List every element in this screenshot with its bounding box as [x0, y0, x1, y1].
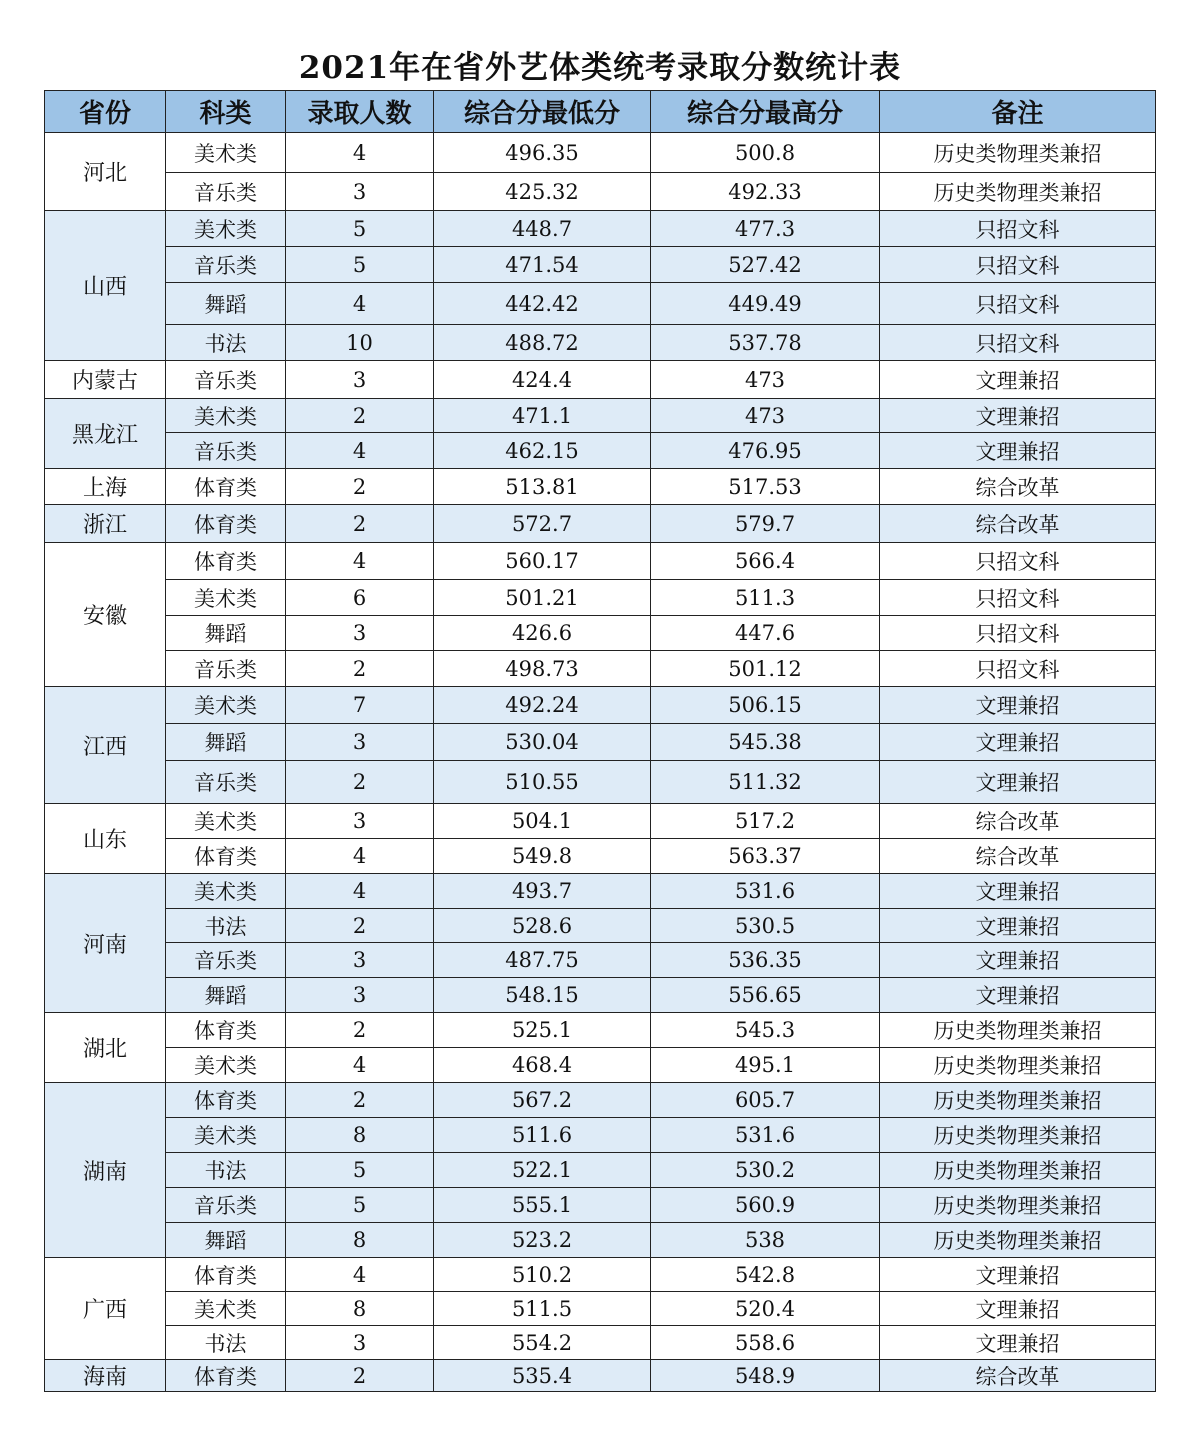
- cell-min-score: 442.42: [434, 283, 651, 325]
- cell-max-score: 545.3: [651, 1013, 880, 1048]
- cell-admitted-count: 2: [286, 651, 434, 687]
- cell-admitted-count: 2: [286, 1360, 434, 1392]
- table-row: [45, 1153, 1156, 1188]
- table-row: [45, 943, 1156, 978]
- header-province: 省份: [45, 91, 166, 133]
- cell-min-score: 572.7: [434, 505, 651, 543]
- cell-province: 海南: [45, 1360, 166, 1392]
- cell-max-score: 545.38: [651, 724, 880, 761]
- cell-category: 美术类: [166, 1292, 286, 1326]
- cell-category: 体育类: [166, 505, 286, 543]
- cell-remarks: 文理兼招: [880, 433, 1156, 469]
- cell-category: 音乐类: [166, 943, 286, 978]
- cell-min-score: 496.35: [434, 133, 651, 173]
- cell-category: 音乐类: [166, 433, 286, 469]
- cell-province: 山西: [45, 211, 166, 361]
- cell-category: 美术类: [166, 580, 286, 616]
- cell-remarks: 文理兼招: [880, 909, 1156, 943]
- cell-max-score: 517.53: [651, 469, 880, 505]
- header-min-score: 综合分最低分: [434, 91, 651, 133]
- table-row: [45, 1188, 1156, 1223]
- cell-max-score: 492.33: [651, 173, 880, 211]
- cell-remarks: 只招文科: [880, 580, 1156, 616]
- cell-remarks: 只招文科: [880, 211, 1156, 247]
- cell-remarks: 历史类物理类兼招: [880, 1048, 1156, 1083]
- cell-admitted-count: 3: [286, 361, 434, 399]
- table-row: [45, 361, 1156, 399]
- cell-max-score: 527.42: [651, 247, 880, 283]
- header-remarks: 备注: [880, 91, 1156, 133]
- cell-category: 体育类: [166, 1083, 286, 1118]
- table-row: [45, 1223, 1156, 1258]
- cell-category: 舞蹈: [166, 1223, 286, 1258]
- cell-province: 广西: [45, 1258, 166, 1360]
- cell-max-score: 520.4: [651, 1292, 880, 1326]
- cell-remarks: 历史类物理类兼招: [880, 133, 1156, 173]
- cell-admitted-count: 4: [286, 874, 434, 909]
- cell-province: 黑龙江: [45, 399, 166, 469]
- cell-min-score: 498.73: [434, 651, 651, 687]
- cell-min-score: 471.1: [434, 399, 651, 433]
- cell-province: 湖北: [45, 1013, 166, 1083]
- table-body: [45, 133, 1156, 1392]
- cell-min-score: 548.15: [434, 978, 651, 1013]
- cell-max-score: 511.3: [651, 580, 880, 616]
- cell-remarks: 历史类物理类兼招: [880, 1118, 1156, 1153]
- cell-category: 书法: [166, 325, 286, 361]
- cell-max-score: 501.12: [651, 651, 880, 687]
- cell-max-score: 473: [651, 399, 880, 433]
- cell-category: 书法: [166, 1153, 286, 1188]
- cell-category: 音乐类: [166, 173, 286, 211]
- cell-max-score: 447.6: [651, 616, 880, 651]
- cell-max-score: 563.37: [651, 839, 880, 874]
- cell-remarks: 文理兼招: [880, 361, 1156, 399]
- cell-admitted-count: 3: [286, 1326, 434, 1360]
- cell-remarks: 文理兼招: [880, 1292, 1156, 1326]
- cell-admitted-count: 4: [286, 433, 434, 469]
- cell-category: 美术类: [166, 1118, 286, 1153]
- table-row: [45, 687, 1156, 724]
- cell-remarks: 文理兼招: [880, 724, 1156, 761]
- cell-remarks: 只招文科: [880, 543, 1156, 580]
- cell-max-score: 537.78: [651, 325, 880, 361]
- cell-min-score: 424.4: [434, 361, 651, 399]
- cell-min-score: 488.72: [434, 325, 651, 361]
- cell-remarks: 只招文科: [880, 651, 1156, 687]
- cell-remarks: 文理兼招: [880, 1326, 1156, 1360]
- table-row: [45, 133, 1156, 173]
- table-row: [45, 1326, 1156, 1360]
- cell-category: 体育类: [166, 1258, 286, 1292]
- cell-min-score: 504.1: [434, 804, 651, 839]
- table-row: [45, 1118, 1156, 1153]
- cell-admitted-count: 2: [286, 761, 434, 804]
- table-row: [45, 1258, 1156, 1292]
- table-row: [45, 1360, 1156, 1392]
- cell-max-score: 477.3: [651, 211, 880, 247]
- cell-category: 书法: [166, 909, 286, 943]
- cell-min-score: 522.1: [434, 1153, 651, 1188]
- cell-admitted-count: 5: [286, 1188, 434, 1223]
- table-row: [45, 804, 1156, 839]
- table-row: [45, 874, 1156, 909]
- cell-admitted-count: 4: [286, 133, 434, 173]
- cell-remarks: 历史类物理类兼招: [880, 173, 1156, 211]
- cell-remarks: 历史类物理类兼招: [880, 1153, 1156, 1188]
- table-title: 2021年在省外艺体类统考录取分数统计表: [298, 50, 902, 86]
- table-row: [45, 909, 1156, 943]
- cell-max-score: 530.5: [651, 909, 880, 943]
- cell-remarks: 只招文科: [880, 325, 1156, 361]
- cell-admitted-count: 4: [286, 1258, 434, 1292]
- table-row: [45, 399, 1156, 433]
- cell-max-score: 473: [651, 361, 880, 399]
- cell-category: 体育类: [166, 469, 286, 505]
- cell-remarks: 只招文科: [880, 616, 1156, 651]
- cell-admitted-count: 3: [286, 943, 434, 978]
- cell-category: 体育类: [166, 839, 286, 874]
- cell-category: 体育类: [166, 1013, 286, 1048]
- table-row: [45, 505, 1156, 543]
- cell-admitted-count: 4: [286, 839, 434, 874]
- cell-remarks: 综合改革: [880, 469, 1156, 505]
- table-row: [45, 1083, 1156, 1118]
- cell-admitted-count: 2: [286, 399, 434, 433]
- cell-min-score: 511.6: [434, 1118, 651, 1153]
- cell-max-score: 605.7: [651, 1083, 880, 1118]
- cell-max-score: 530.2: [651, 1153, 880, 1188]
- cell-remarks: 历史类物理类兼招: [880, 1223, 1156, 1258]
- cell-category: 音乐类: [166, 247, 286, 283]
- cell-max-score: 495.1: [651, 1048, 880, 1083]
- table-row: [45, 580, 1156, 616]
- cell-remarks: 文理兼招: [880, 978, 1156, 1013]
- cell-admitted-count: 2: [286, 1013, 434, 1048]
- header-max-score: 综合分最高分: [651, 91, 880, 133]
- cell-admitted-count: 3: [286, 724, 434, 761]
- table-row: [45, 325, 1156, 361]
- cell-category: 美术类: [166, 1048, 286, 1083]
- cell-max-score: 548.9: [651, 1360, 880, 1392]
- cell-min-score: 425.32: [434, 173, 651, 211]
- cell-category: 舞蹈: [166, 616, 286, 651]
- cell-min-score: 567.2: [434, 1083, 651, 1118]
- cell-min-score: 555.1: [434, 1188, 651, 1223]
- cell-admitted-count: 10: [286, 325, 434, 361]
- cell-min-score: 510.2: [434, 1258, 651, 1292]
- cell-admitted-count: 8: [286, 1118, 434, 1153]
- cell-admitted-count: 5: [286, 1153, 434, 1188]
- cell-province: 安徽: [45, 543, 166, 687]
- cell-category: 美术类: [166, 874, 286, 909]
- cell-max-score: 517.2: [651, 804, 880, 839]
- cell-category: 美术类: [166, 133, 286, 173]
- table-row: [45, 761, 1156, 804]
- cell-admitted-count: 2: [286, 505, 434, 543]
- cell-remarks: 综合改革: [880, 1360, 1156, 1392]
- cell-max-score: 506.15: [651, 687, 880, 724]
- header-category: 科类: [166, 91, 286, 133]
- cell-category: 书法: [166, 1326, 286, 1360]
- cell-category: 美术类: [166, 211, 286, 247]
- cell-category: 音乐类: [166, 651, 286, 687]
- cell-remarks: 综合改革: [880, 804, 1156, 839]
- cell-max-score: 560.9: [651, 1188, 880, 1223]
- cell-admitted-count: 3: [286, 978, 434, 1013]
- cell-remarks: 综合改革: [880, 839, 1156, 874]
- table-row: [45, 839, 1156, 874]
- cell-category: 舞蹈: [166, 283, 286, 325]
- cell-max-score: 476.95: [651, 433, 880, 469]
- cell-category: 美术类: [166, 687, 286, 724]
- cell-max-score: 500.8: [651, 133, 880, 173]
- cell-max-score: 558.6: [651, 1326, 880, 1360]
- table-row: [45, 469, 1156, 505]
- cell-remarks: 只招文科: [880, 283, 1156, 325]
- table-row: [45, 173, 1156, 211]
- cell-max-score: 531.6: [651, 1118, 880, 1153]
- cell-max-score: 538: [651, 1223, 880, 1258]
- cell-min-score: 487.75: [434, 943, 651, 978]
- cell-admitted-count: 5: [286, 247, 434, 283]
- table-row: [45, 433, 1156, 469]
- table-row: [45, 651, 1156, 687]
- cell-max-score: 579.7: [651, 505, 880, 543]
- cell-remarks: 文理兼招: [880, 687, 1156, 724]
- cell-remarks: 文理兼招: [880, 761, 1156, 804]
- cell-admitted-count: 4: [286, 283, 434, 325]
- cell-category: 体育类: [166, 1360, 286, 1392]
- cell-min-score: 426.6: [434, 616, 651, 651]
- cell-province: 河南: [45, 874, 166, 1013]
- cell-category: 舞蹈: [166, 978, 286, 1013]
- cell-min-score: 462.15: [434, 433, 651, 469]
- cell-min-score: 560.17: [434, 543, 651, 580]
- cell-category: 音乐类: [166, 761, 286, 804]
- cell-remarks: 文理兼招: [880, 1258, 1156, 1292]
- cell-remarks: 历史类物理类兼招: [880, 1188, 1156, 1223]
- cell-province: 河北: [45, 133, 166, 211]
- cell-category: 音乐类: [166, 361, 286, 399]
- cell-category: 舞蹈: [166, 724, 286, 761]
- cell-admitted-count: 2: [286, 1083, 434, 1118]
- cell-admitted-count: 4: [286, 1048, 434, 1083]
- cell-admitted-count: 3: [286, 804, 434, 839]
- table-row: [45, 1013, 1156, 1048]
- cell-remarks: 文理兼招: [880, 874, 1156, 909]
- cell-min-score: 525.1: [434, 1013, 651, 1048]
- cell-max-score: 566.4: [651, 543, 880, 580]
- cell-max-score: 511.32: [651, 761, 880, 804]
- header-row: [45, 91, 1156, 133]
- cell-province: 浙江: [45, 505, 166, 543]
- cell-min-score: 448.7: [434, 211, 651, 247]
- cell-admitted-count: 7: [286, 687, 434, 724]
- cell-category: 美术类: [166, 804, 286, 839]
- cell-min-score: 535.4: [434, 1360, 651, 1392]
- cell-remarks: 只招文科: [880, 247, 1156, 283]
- cell-min-score: 493.7: [434, 874, 651, 909]
- cell-max-score: 449.49: [651, 283, 880, 325]
- cell-max-score: 556.65: [651, 978, 880, 1013]
- table-row: [45, 978, 1156, 1013]
- cell-admitted-count: 2: [286, 469, 434, 505]
- cell-admitted-count: 2: [286, 909, 434, 943]
- header-admitted-count: 录取人数: [286, 91, 434, 133]
- admission-score-table: [44, 90, 1156, 1392]
- cell-min-score: 528.6: [434, 909, 651, 943]
- cell-min-score: 554.2: [434, 1326, 651, 1360]
- cell-admitted-count: 3: [286, 616, 434, 651]
- cell-category: 音乐类: [166, 1188, 286, 1223]
- cell-min-score: 471.54: [434, 247, 651, 283]
- cell-province: 江西: [45, 687, 166, 804]
- cell-min-score: 510.55: [434, 761, 651, 804]
- cell-province: 湖南: [45, 1083, 166, 1258]
- cell-remarks: 文理兼招: [880, 943, 1156, 978]
- cell-min-score: 511.5: [434, 1292, 651, 1326]
- cell-min-score: 492.24: [434, 687, 651, 724]
- cell-admitted-count: 4: [286, 543, 434, 580]
- cell-min-score: 523.2: [434, 1223, 651, 1258]
- cell-remarks: 历史类物理类兼招: [880, 1083, 1156, 1118]
- table-row: [45, 724, 1156, 761]
- table-row: [45, 1292, 1156, 1326]
- cell-max-score: 536.35: [651, 943, 880, 978]
- cell-province: 山东: [45, 804, 166, 874]
- cell-max-score: 542.8: [651, 1258, 880, 1292]
- cell-category: 体育类: [166, 543, 286, 580]
- cell-min-score: 530.04: [434, 724, 651, 761]
- table-row: [45, 543, 1156, 580]
- cell-province: 上海: [45, 469, 166, 505]
- cell-remarks: 综合改革: [880, 505, 1156, 543]
- table-row: [45, 211, 1156, 247]
- table-row: [45, 283, 1156, 325]
- table-row: [45, 1048, 1156, 1083]
- cell-province: 内蒙古: [45, 361, 166, 399]
- cell-admitted-count: 8: [286, 1292, 434, 1326]
- cell-min-score: 549.8: [434, 839, 651, 874]
- cell-admitted-count: 5: [286, 211, 434, 247]
- cell-category: 美术类: [166, 399, 286, 433]
- cell-min-score: 468.4: [434, 1048, 651, 1083]
- table-row: [45, 616, 1156, 651]
- cell-min-score: 501.21: [434, 580, 651, 616]
- cell-max-score: 531.6: [651, 874, 880, 909]
- cell-admitted-count: 6: [286, 580, 434, 616]
- cell-min-score: 513.81: [434, 469, 651, 505]
- table-row: [45, 247, 1156, 283]
- cell-admitted-count: 8: [286, 1223, 434, 1258]
- cell-admitted-count: 3: [286, 173, 434, 211]
- cell-remarks: 历史类物理类兼招: [880, 1013, 1156, 1048]
- cell-remarks: 文理兼招: [880, 399, 1156, 433]
